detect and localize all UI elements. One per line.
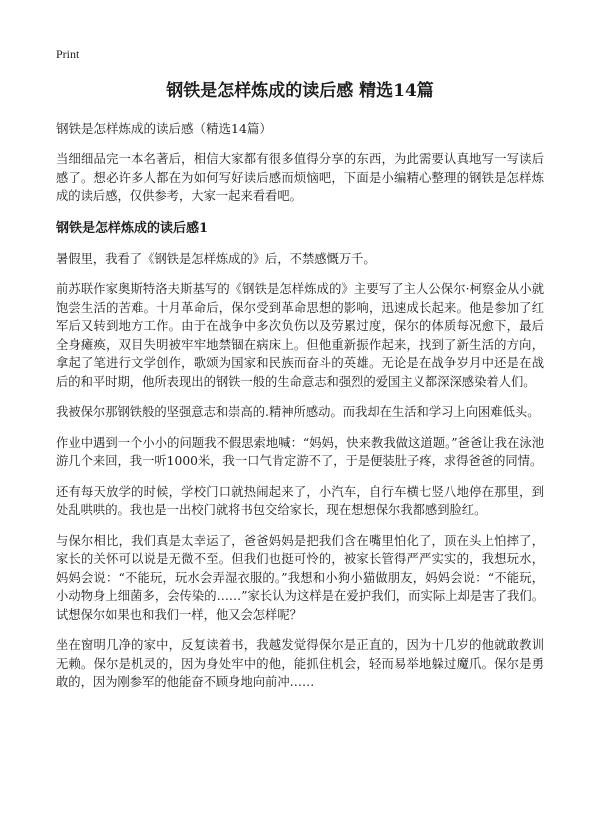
print-link[interactable]: Print — [56, 47, 80, 61]
section-heading: 钢铁是怎样炼成的读后感1 — [56, 220, 209, 236]
body-paragraph-5: 还有每天放学的时候，学校门口就热闹起来了，小汽车，自行车横七竖八地停在那里，到处乱哄哄的。我也是一出校门就将书包交给家长，现在想想保尔我都感到脸红。 — [56, 484, 544, 517]
body-paragraph-4: 作业中遇到一个小小的问题我不假思索地喊：“妈妈，快来教我做这道题。”爸爸让我在泳池游几个来回，我一听1000米，我一口气肯定游不了，于是便装肚子疼，求得爸爸的同情。 — [56, 435, 544, 468]
article-body — [56, 150, 544, 704]
body-paragraph-7: 坐在窗明几净的家中，反复读着书，我越发觉得保尔是正直的，因为十几岁的他就敢教训无赖。保尔是机灵的，因为身处牢中的他，能抓住机会，轻而易举地躲过魔爪。保尔是勇敢的，因为刚参军的他能奋不顾身地向前冲…… — [56, 638, 544, 689]
body-paragraph-2: 前苏联作家奥斯特洛夫斯基写的《钢铁是怎样炼成的》主要写了主人公保尔·柯察金从小就饱尝生活的苦难。十月革命后，保尔受到革命思想的影响，迅速成长起来。他是参加了红军后又转到地方工作。由于在战争中多次负伤以及劳累过度，保尔的体质每况愈下，最后全身瘫痪，双目失明被牢牢地禁锢在病床上。但他重新振作起来，找到了新生活的方向，拿起了笔进行文学创作，歌颂为国家和民族而奋斗的英雄。无论是在战争岁月中还是在战后的和平时期，他所表现出的钢铁一般的生命意志和强烈的爱国主义都深深感染着人们。 — [56, 282, 544, 389]
body-paragraph-3: 我被保尔那钢铁般的坚强意志和崇高的.精神所感动。而我却在生活和学习上向困难低头。 — [56, 405, 540, 419]
body-paragraph-6: 与保尔相比，我们真是太幸运了，爸爸妈妈是把我们含在嘴里怕化了，顶在头上怕摔了，家长的关怀可以说是无微不至。但我们也挺可怜的，被家长管得严严实实的，我想玩水，妈妈会说：“不能玩，玩水会弄湿衣服的。”我想和小狗小猫做朋友，妈妈会说：“不能玩，小动物身上细菌多，会传染的……”家长认为这样是在爱护我们，而实际上却是害了我们。试想保尔如果也和我们一样，他又会怎样呢？ — [56, 533, 544, 622]
article-title: 钢铁是怎样炼成的读后感 精选14篇 — [166, 81, 434, 101]
article-subtitle: 钢铁是怎样炼成的读后感（精选14篇） — [56, 121, 272, 136]
intro-paragraph: 当细细品完一本名著后，相信大家都有很多值得分享的东西，为此需要认真地写一写读后感了。想必许多人都在为如何写好读后感而烦恼吧，下面是小编精心整理的钢铁是怎样炼成的读后感，仅供参考，大家一起来看看吧。 — [56, 152, 544, 203]
body-paragraph-1: 暑假里，我看了《钢铁是怎样炼成的》后，不禁感慨万千。 — [56, 251, 376, 266]
